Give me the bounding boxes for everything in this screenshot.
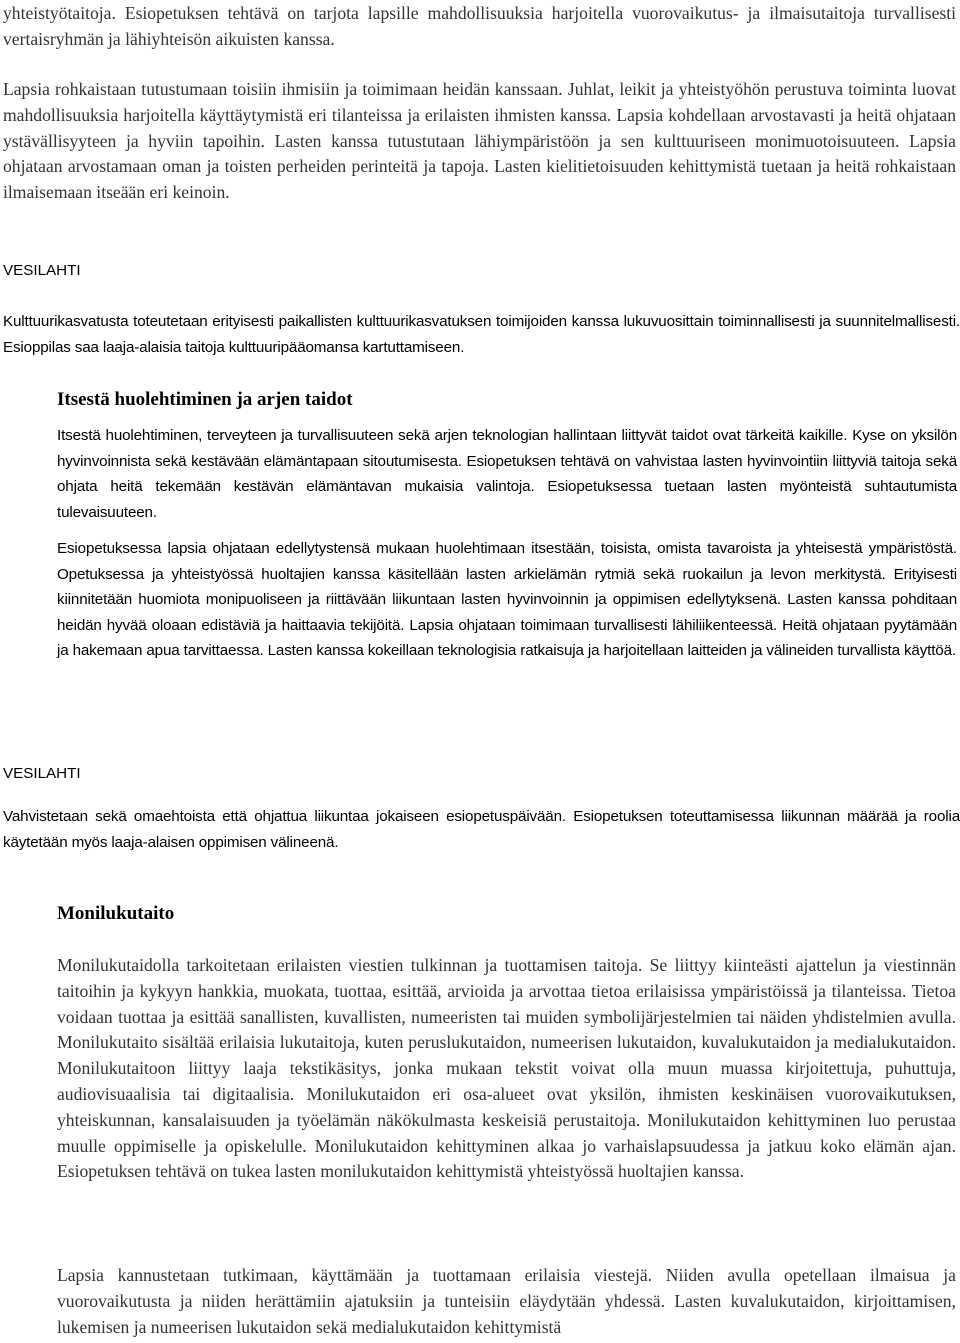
paragraph-self-care-skills: Itsestä huolehtiminen, terveyteen ja turvallisuuteen sekä arjen teknologian hallintaan liittyvät taidot ovat tärkeitä kaikille. Kyse on yksilön hyvinvoinnista sekä kestävään elämäntapaan sitoutumisesta. Esiopetuksen tehtävä on vahvistaa lasten hyvinvointiin liittyviä taitoja sekä ohjata heitä tekemään kestävän elämäntavan mukaisia valintoja. Esiopetuksessa tuetaan lasten myönteistä suhtautumista tulevaisuuteen. [57, 427, 957, 521]
paragraph-meeting-people: Lapsia rohkaistaan tutustumaan toisiin ihmisiin ja toimimaan heidän kanssaan. Juhlat, leikit ja yhteistyöhön perustuva toiminta luovat mahdollisuuksia harjoitella käyttäytymistä eri tilanteissa ja erilaisten ihmisten kanssa. Lapsia kohdellaan arvostavasti ja heitä ohjataan ystävällisyyteen ja hyviin tapoihin. Lasten kanssa tutustutaan lähiympäristöön ja sen kulttuuriseen monimuotoisuuteen. Lapsia ohjataan arvostamaan oman ja toisten perheiden perinteitä ja tapoja. Lasten kielitietoisuuden kehittymistä tuetaan ja heitä rohkaistaan ilmaisemaan itseään eri keinoin. [3, 79, 956, 203]
heading-self-care: Itsestä huolehtiminen ja arjen taidot [57, 389, 353, 410]
paragraph-multiliteracy-definition: Monilukutaidolla tarkoitetaan erilaisten viestien tulkinnan ja tuottamisen taitoja. Se liittyy kiinteästi ajattelun ja viestinnän taitoihin ja kykyyn hankkia, muokata, tuottaa, esittää, arvioida ja arvottaa tietoa erilaisissa ympäristöissä ja tilanteissa. Tietoa voidaan tuottaa ja esittää sanallisten, kuvallisten, numeeristen tai muiden symbolijärjestelmien tai näiden yhdistelmien avulla. Monilukutaito sisältää erilaisia lukutaitoja, kuten peruslukutaidon, numeerisen lukutaidon, kuvalukutaidon ja medialukutaidon. Monilukutaitoon liittyy laaja tekstikäsitys, jonka mukaan tekstit voivat olla muun muassa kirjoitettuja, puhuttuja, audiovisuaalisia tai digitaalisia. Monilukutaidon eri osa-alueet ovat yksilön, ihmisten keskinäisen vuorovaikutuksen, yhteiskunnan, kansalaisuuden ja työelämän näkökulmasta keskeisiä perustaitoja. Monilukutaidon kehittyminen luo perustaa muulle oppimiselle ja opiskelulle. Monilukutaidon kehittyminen alkaa jo varhaislapsuudessa ja jatkuu koko elämän ajan. Esiopetuksen tehtävä on tukea lasten monilukutaidon kehittymistä yhteistyössä huoltajien kanssa. [57, 955, 956, 1182]
paragraph-interaction-skills: yhteistyötaitoja. Esiopetuksen tehtävä on tarjota lapsille mahdollisuuksia harjoitella vuorovaikutus- ja ilmaisutaitoja turvallisesti vertaisryhmän ja lähiyhteisön aikuisten kanssa. [3, 3, 956, 49]
paragraph-self-care-guidance: Esiopetuksessa lapsia ohjataan edellytystensä mukaan huolehtimaan itsestään, toisista, omista tavaroista ja yhteisestä ympäristöstä. Opetuksessa ja yhteistyössä huoltajien kanssa käsitellään lasten arkielämän rytmiä sekä ruokailun ja levon merkitystä. Erityisesti kiinnitetään huomiota monipuoliseen ja riittävään liikuntaan lasten hyvinvoinnin ja oppimisen edellytyksenä. Lasten kanssa pohditaan heidän hyvää oloaan edistäviä ja haittaavia tekijöitä. Lapsia ohjataan toimimaan turvallisesti lähiliikenteessä. Heitä ohjataan pyytämään ja hakemaan apua tarvittaessa. Lasten kanssa kokeillaan teknologisia ratkaisuja ja harjoitellaan laitteiden ja välineiden turvallista käyttöä. [57, 540, 957, 659]
heading-multiliteracy: Monilukutaito [57, 903, 175, 924]
paragraph-culture-education: Kulttuurikasvatusta toteutetaan erityisesti paikallisten kulttuurikasvatuksen toimijoiden kanssa lukuvuosittain toiminnallisesti ja suunnitelmallisesti. Esioppilas saa laaja-alaisia taitoja kulttuuripääomansa kartuttamiseen. [3, 313, 960, 356]
paragraph-physical-activity: Vahvistetaan sekä omaehtoista että ohjattua liikuntaa jokaiseen esiopetuspäivään. Esiopetuksen toteuttamisessa liikunnan määrää ja roolia käytetään myös laaja-alaisen oppimisen välineenä. [3, 808, 960, 851]
section-label-vesilahti: VESILAHTI [3, 262, 81, 279]
paragraph-multiliteracy-practice: Lapsia kannustetaan tutkimaan, käyttämään ja tuottamaan erilaisia viestejä. Niiden avulla opetellaan ilmaisua ja vuorovaikutusta ja niiden herättämiin ajatuksiin ja tunteisiin eläydytään yhdessä. Lasten kuvalukutaidon, kirjoittamisen, lukemisen ja numeerisen lukutaidon sekä medialukutaidon kehittymistä [57, 1265, 956, 1337]
section-label-vesilahti-2: VESILAHTI [3, 765, 81, 782]
